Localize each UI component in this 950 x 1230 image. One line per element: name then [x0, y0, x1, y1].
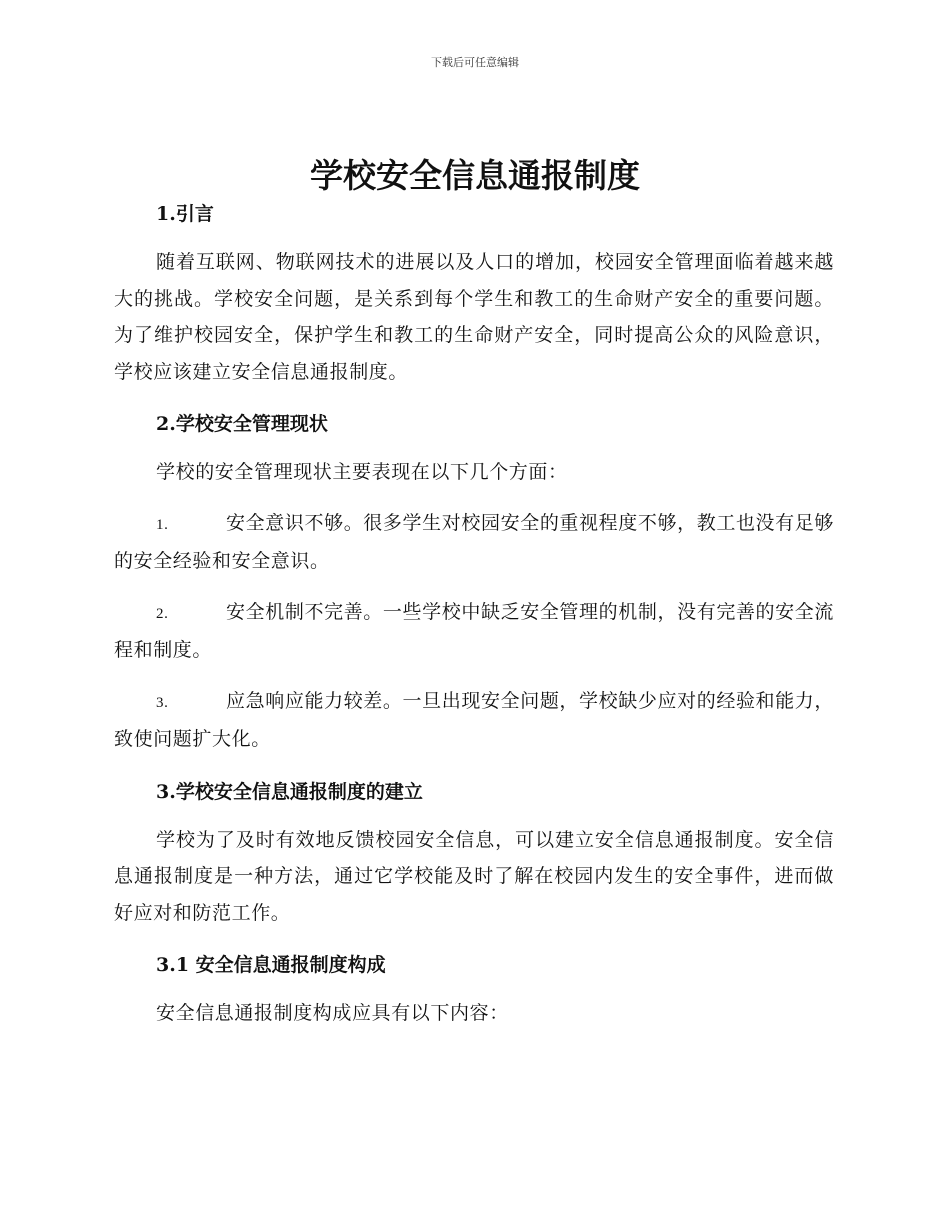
list-item-number: 2. — [156, 605, 169, 622]
document-body — [114, 198, 834, 1032]
list-item — [114, 683, 834, 758]
section-3-heading: 3.学校安全信息通报制度的建立 — [156, 780, 423, 803]
section-3-1-heading: 3.1 安全信息通报制度构成 — [156, 954, 386, 976]
list-item — [114, 505, 834, 580]
section-3-1-paragraph: 安全信息通报制度构成应具有以下内容： — [156, 1002, 509, 1024]
list-item-text: 安全机制不完善。一些学校中缺乏安全管理的机制，没有完善的安全流程和制度。 — [114, 600, 834, 661]
list-item — [114, 594, 834, 669]
list-item-text: 安全意识不够。很多学生对校园安全的重视程度不够，教工也没有足够的安全经验和安全意识。 — [114, 511, 834, 572]
list-item-number: 3. — [156, 694, 169, 711]
list-item-text: 应急响应能力较差。一旦出现安全问题，学校缺少应对的经验和能力，致使问题扩大化。 — [114, 689, 834, 750]
section-2-intro: 学校的安全管理现状主要表现在以下几个方面： — [156, 461, 568, 483]
section-2-heading: 2.学校安全管理现状 — [156, 413, 328, 435]
section-1-paragraph: 随着互联网、物联网技术的进展以及人口的增加，校园安全管理面临着越来越大的挑战。学校安全问题，是关系到每个学生和教工的生命财产安全的重要问题。为了维护校园安全，保护学生和教工的生命财产安全，同时提高公众的风险意识，学校应该建立安全信息通报制度。 — [114, 251, 834, 383]
list-item-number: 1. — [156, 516, 169, 533]
section-3-paragraph: 学校为了及时有效地反馈校园安全信息，可以建立安全信息通报制度。安全信息通报制度是一种方法，通过它学校能及时了解在校园内发生的安全事件，进而做好应对和防范工作。 — [114, 828, 834, 924]
header-note: 下载后可任意编辑 — [431, 56, 519, 69]
document-title: 学校安全信息通报制度 — [310, 156, 640, 195]
section-1-heading: 1.引言 — [156, 203, 214, 225]
